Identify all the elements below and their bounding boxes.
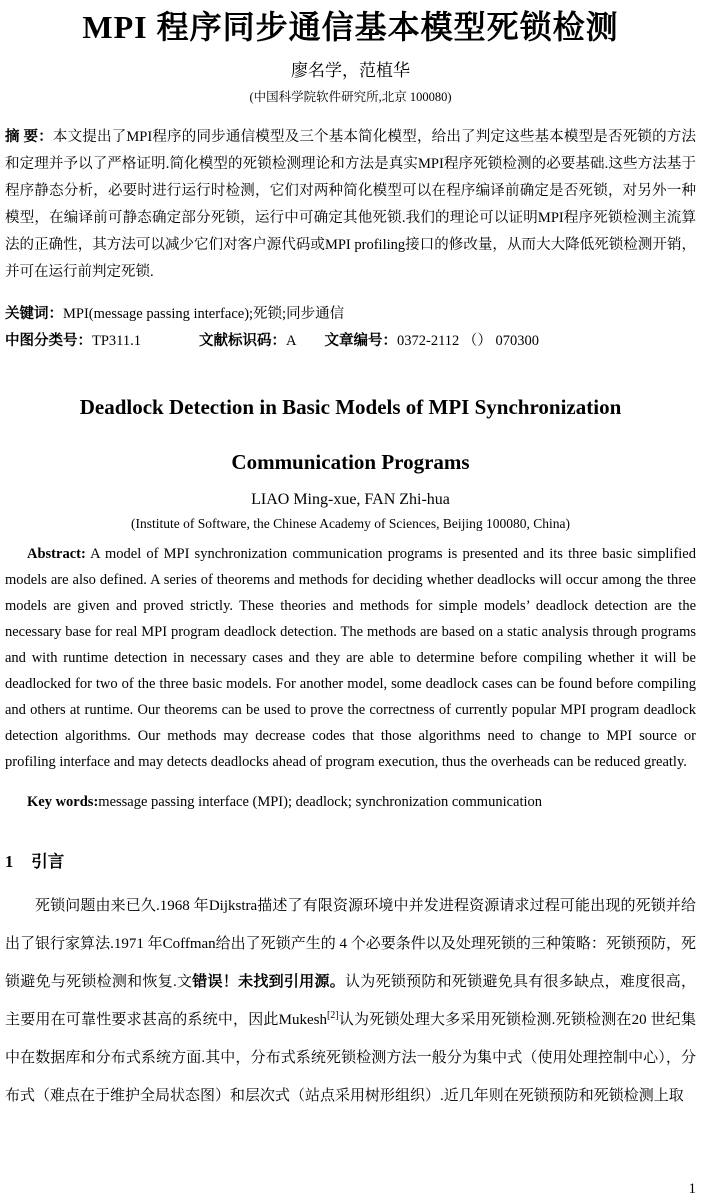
section-1-number: 1 — [5, 852, 14, 871]
doc-code-value: A — [286, 332, 297, 349]
article-id-value: 0372-2112 （） 070300 — [397, 332, 540, 349]
authors-en: LIAO Ming-xue, FAN Zhi-hua — [251, 490, 450, 508]
error-reference-text: 错误！未找到引用源。 — [192, 973, 345, 990]
abstract-en — [5, 541, 696, 775]
section-1-title: 引言 — [31, 853, 65, 871]
paper-title-zh: MPI 程序同步通信基本模型死锁检测 — [82, 9, 619, 45]
abstract-zh — [5, 124, 696, 286]
doc-code-label: 文献标识码： — [199, 332, 287, 349]
clc-value: TP311.1 — [92, 332, 142, 349]
keywords-en-label: Key words: — [27, 794, 99, 810]
keywords-zh — [5, 301, 696, 328]
keywords-en-text: message passing interface (MPI); deadlock; synchronization communication — [98, 794, 543, 810]
introduction-paragraph — [5, 887, 696, 1115]
keywords-en — [5, 789, 696, 815]
affiliation-zh: (中国科学院软件研究所,北京 100080) — [249, 90, 452, 104]
article-id-label: 文章编号： — [324, 332, 397, 349]
affiliation-en: (Institute of Software, the Chinese Academy of Sciences, Beijing 100080, China) — [130, 515, 571, 531]
paper-title-en-line1: Deadlock Detection in Basic Models of MPI Synchronization — [79, 394, 622, 419]
citation-2-superscript: [2] — [326, 1009, 339, 1021]
section-1-heading — [5, 851, 696, 873]
intro-text-1: 死锁问题由来已久.1968 年Dijkstra描述了有限资源环境中并发进程资源请求过程可能出现的死锁并给出了银行家算法.1971 年Coffman给出了死锁产生的 4 个必要条件以及处理死锁的三种策略：死锁预防，死锁避免与死锁检测和恢复.文 — [5, 897, 696, 990]
intro-text-3: 认为死锁处理大多采用死锁检测.死锁检测在20 世纪集中在数据库和分布式系统方面.其中，分布式系统死锁检测方法一般分为集中式（使用处理控制中心），分布式（难点在于维护全局状态图）和层次式（站点采用树形组织）.近几年则在死锁预防和死锁检测上取 — [5, 1011, 696, 1104]
paper-title-en-line2: Communication Programs — [231, 449, 470, 474]
keywords-zh-label: 关键词： — [5, 305, 63, 322]
abstract-zh-text: 本文提出了MPI程序的同步通信模型及三个基本简化模型，给出了判定这些基本模型是否死锁的方法和定理并予以了严格证明.简化模型的死锁检测理论和方法是真实MPI程序死锁检测的必要基础.这些方法基于程序静态分析，必要时进行运行时检测，它们对两种简化模型可以在程序编译前确定是否死锁，对另外一种模型，在编译前可静态确定部分死锁，运行中可确定其他死锁.我们的理论可以证明MPI程序死锁检测主流算法的正确性，其方法可以减少它们对客户源代码或MPI profiling接口的修改量，从而大大降低死锁检测开销，并可在运行前判定死锁. — [5, 129, 696, 280]
intro-text-2: 认为死锁预防和死锁避免具有很多缺点，难度很高，主要用在可靠性要求甚高的系统中，因此Mukesh — [5, 973, 696, 1028]
abstract-en-text: A model of MPI synchronization communication programs is presented and its three basic simplified models are also defined. A series of theorems and methods for deciding whether deadlocks will occur among the three models are given and proved strictly. These theories and methods for simple models’ deadlock detection are the necessary base for real MPI program deadlock detection. The methods are based on a static analysis through programs and with runtime detection in necessary cases and they are able to determine before compiling whether it will be deadlocked for two of the three basic models. For another model, some deadlock cases can be found before compiling and others at runtime. Our theorems can be used to prove the correctness of currently popular MPI program deadlock detection algorithms. Our methods may decrease codes that those algorithms need to change to MPI source or profiling interface and may detects deadlocks ahead of program execution, thus the overheads can be reduced greatly. — [5, 545, 696, 770]
authors-zh: 廖名学，范植华 — [291, 61, 410, 80]
abstract-en-label: Abstract: — [27, 545, 86, 562]
abstract-zh-label: 摘 要： — [5, 129, 53, 145]
classification-line — [5, 328, 696, 355]
clc-label: 中图分类号： — [5, 332, 92, 349]
keywords-zh-text: MPI(message passing interface);死锁;同步通信 — [63, 305, 345, 322]
page-number: 1 — [688, 1181, 696, 1197]
